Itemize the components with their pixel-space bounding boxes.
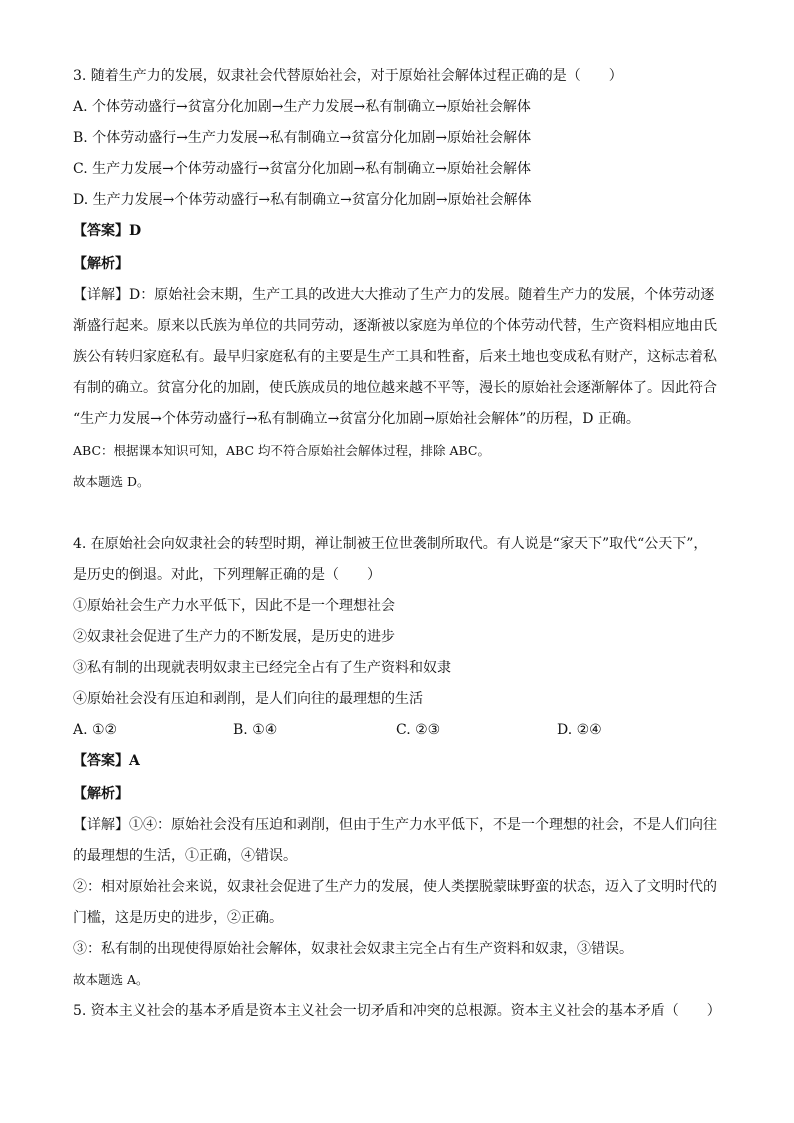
question-4-option-c: C. ②③ xyxy=(396,722,441,738)
question-4-statement: ②奴隶社会促进了生产力的不断发展，是历史的进步 xyxy=(73,629,395,645)
question-3-option-a: A. 个体劳动盛行→贫富分化加剧→生产力发展→私有制确立→原始社会解体 xyxy=(73,99,531,115)
question-4-statement: ③私有制的出现就表明奴隶主已经完全占有了生产资料和奴隶 xyxy=(73,660,451,676)
question-3-answer: 【答案】D xyxy=(73,223,142,239)
question-3-option-d: D. 生产力发展→个体劳动盛行→私有制确立→贫富分化加剧→原始社会解体 xyxy=(73,192,532,208)
question-3-analysis-label: 【解析】 xyxy=(73,256,129,272)
question-4-option-a: A. ①② xyxy=(73,722,118,738)
question-3-detail-line: ABC：根据课本知识可知，ABC 均不符合原始社会解体过程，排除 ABC。 xyxy=(73,443,490,458)
question-4-analysis-label: 【解析】 xyxy=(73,786,129,802)
question-4-statement: ①原始社会生产力水平低下，因此不是一个理想社会 xyxy=(73,598,395,614)
question-3-detail-line: 族公有转归家庭私有。最早归家庭私有的主要是生产工具和牲畜，后来土地也变成私有财产，这标志着私 xyxy=(73,349,717,365)
question-4-option-b: B. ①④ xyxy=(233,722,278,738)
question-3-detail-line: 有制的确立。贫富分化的加剧，使氏族成员的地位越来越不平等，漫长的原始社会逐渐解体了。因此符合 xyxy=(73,380,717,396)
question-3-option-b: B. 个体劳动盛行→生产力发展→私有制确立→贫富分化加剧→原始社会解体 xyxy=(73,130,532,146)
question-3-detail-line: 渐盛行起来。原来以氏族为单位的共同劳动，逐渐被以家庭为单位的个体劳动代替，生产资料相应地由氏 xyxy=(73,318,717,334)
question-3-detail-line: “生产力发展→个体劳动盛行→私有制确立→贫富分化加剧→原始社会解体”的历程，D 正确。 xyxy=(73,411,640,427)
question-3-stem: 3. 随着生产力的发展，奴隶社会代替原始社会，对于原始社会解体过程正确的是（ ） xyxy=(73,68,623,84)
question-3-conclusion: 故本题选 D。 xyxy=(73,474,150,489)
question-3-detail-line: 【详解】D：原始社会末期，生产工具的改进大大推动了生产力的发展。随着生产力的发展，个体劳动逐 xyxy=(73,287,715,303)
question-4-detail-line: ③：私有制的出现使得原始社会解体，奴隶社会奴隶主完全占有生产资料和奴隶，③错误。 xyxy=(73,941,633,957)
question-4-detail-line: 【详解】①④：原始社会没有压迫和剥削，但由于生产力水平低下，不是一个理想的社会，不是人们向往 xyxy=(73,817,717,833)
question-4-option-d: D. ②④ xyxy=(557,722,602,738)
question-4-detail-line: 的最理想的生活，①正确，④错误。 xyxy=(73,848,297,864)
question-4-answer: 【答案】A xyxy=(73,753,140,769)
question-5-stem: 5. 资本主义社会的基本矛盾是资本主义社会一切矛盾和冲突的总根源。资本主义社会的基本矛盾（ ） xyxy=(73,1003,721,1019)
question-4-conclusion: 故本题选 A。 xyxy=(73,972,149,987)
question-4-stem: 是历史的倒退。对此，下列理解正确的是（ ） xyxy=(73,567,381,583)
question-4-statement: ④原始社会没有压迫和剥削，是人们向往的最理想的生活 xyxy=(73,691,423,707)
question-4-detail-line: 门槛，这是历史的进步，②正确。 xyxy=(73,910,283,926)
question-4-detail-line: ②：相对原始社会来说，奴隶社会促进了生产力的发展，使人类摆脱蒙昧野蛮的状态，迈入了文明时代的 xyxy=(73,879,717,895)
question-4-stem: 4. 在原始社会向奴隶社会的转型时期，禅让制被王位世袭制所取代。有人说是“家天下”取代“公天下”， xyxy=(73,536,708,552)
question-3-option-c: C. 生产力发展→个体劳动盛行→贫富分化加剧→私有制确立→原始社会解体 xyxy=(73,161,532,177)
